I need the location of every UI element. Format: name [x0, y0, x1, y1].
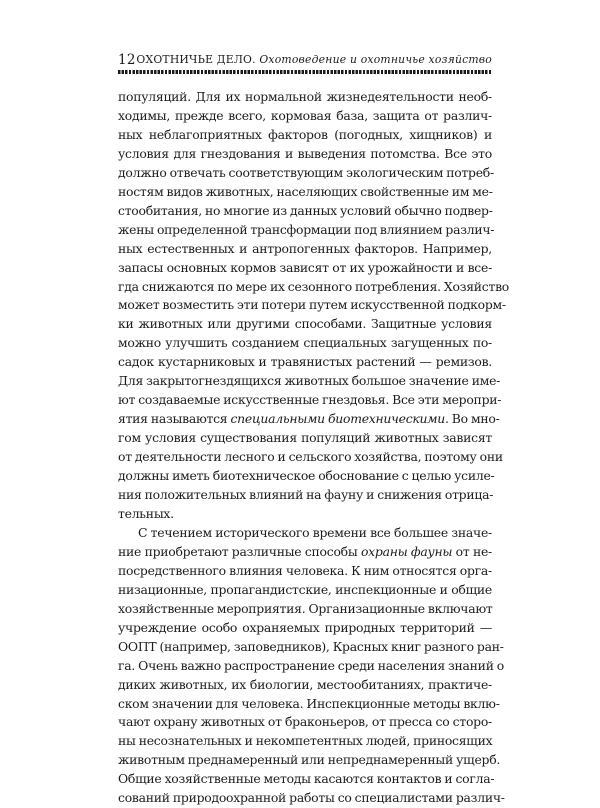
text-line: учреждение особо охраняемых природных территорий —: [118, 619, 492, 635]
text-line: животным преднамеренный или непреднамеренный ущерб.: [118, 752, 501, 768]
paragraph-2: [118, 524, 505, 808]
text-line: чают охрану животных от браконьеров, от пресса со сторо-: [118, 714, 492, 730]
text-fragment: ятия называются: [118, 411, 231, 427]
italic-term: специальными биотехническими: [230, 411, 446, 427]
text-line: ООПТ (например, заповедников), Красных книг разного ран-: [118, 638, 504, 654]
text-line: ных неблагоприятных факторов (погодных, хищников) и: [118, 126, 492, 142]
text-line: [118, 543, 492, 562]
text-fragment: от не-: [452, 543, 492, 559]
text-body: [118, 88, 510, 808]
text-line: жены определенной трансформации под влиянием различ-: [118, 221, 495, 237]
text-line: С течением исторического времени все большее значе-: [138, 524, 492, 540]
text-line: стообитания, но многие из данных условий обычно подвер-: [118, 202, 493, 218]
text-line: ют создаваемые искусственные гнездовья. Все эти меропри-: [118, 392, 502, 408]
text-line: гда снижаются по мере их сезонного потребления. Хозяйство: [118, 278, 510, 294]
running-title-caps: ОХОТНИЧЬЕ ДЕЛО.: [136, 53, 256, 66]
text-line: ском значении для человека. Инспекционные методы вклю-: [118, 695, 500, 711]
text-fragment: . Во мно-: [445, 411, 500, 427]
page-number: 12: [118, 52, 136, 68]
text-line: ностям видов животных, населяющих свойственные им ме-: [118, 183, 493, 199]
text-line: Общие хозяйственные методы касаются контактов и согла-: [118, 771, 495, 787]
text-line: тельных.: [118, 505, 174, 521]
text-fragment: ние приобретают различные способы: [118, 543, 361, 559]
text-line: гом условия существования популяций животных зависят: [118, 430, 492, 446]
italic-term: охраны фауны: [360, 543, 453, 559]
text-line: должно отвечать соответствующим экологическим потреб-: [118, 164, 494, 180]
text-line: ных естественных и антропогенных факторов. Например,: [118, 240, 492, 256]
text-line: низационные, пропагандистские, инспекционные и общие: [118, 581, 492, 597]
text-line: от деятельности лесного и сельского хозяйства, поэтому они: [118, 449, 503, 465]
text-line: Для закрытогнездящихся животных большое значение име-: [118, 373, 501, 389]
text-line: хозяйственные мероприятия. Организационные включают: [118, 600, 493, 616]
text-line: ходимы, прежде всего, кормовая база, защита от различ-: [118, 107, 492, 123]
text-line: запасы основных кормов зависят от их урожайности и все-: [118, 259, 492, 275]
text-line: ки животных или другими способами. Защитные условия: [118, 316, 492, 332]
text-line: популяций. Для их нормальной жизнедеятельности необ-: [118, 89, 492, 104]
text-line: ны несознательных и некомпетентных людей, приносящих: [118, 733, 493, 749]
header-rule-divider: [118, 70, 492, 74]
text-line: ния положительных влияний на фауну и снижения отрица-: [118, 487, 494, 503]
running-title-italic: Охотоведение и охотничье хозяйство: [259, 53, 492, 66]
text-line: условия для гнездования и выведения потомства. Все это: [118, 145, 492, 161]
running-header: [118, 52, 492, 68]
paragraph-1: [118, 88, 510, 524]
text-line: посредственного влияния человека. К ним относятся орга-: [118, 562, 492, 578]
running-title: [136, 53, 492, 67]
text-line: садок кустарниковых и травянистых растений — ремизов.: [118, 354, 492, 370]
text-line: диких животных, их биологии, местообитаниях, практиче-: [118, 676, 492, 692]
text-line: га. Очень важно распространение среди населения знаний о: [118, 657, 505, 673]
text-line: [118, 410, 500, 429]
text-line: может возместить эти потери путем искусственной подкорм-: [118, 297, 506, 313]
text-line: можно улучшить созданием специальных загущенных по-: [118, 335, 492, 351]
text-line: должны иметь биотехническое обоснование с целью усиле-: [118, 468, 495, 484]
text-line: сований природоохранной работы со специалистами различ-: [118, 790, 505, 806]
